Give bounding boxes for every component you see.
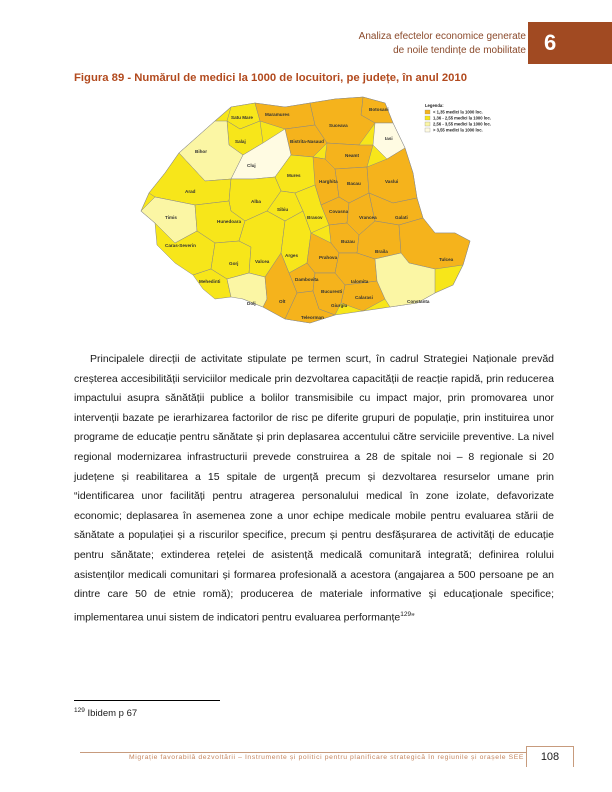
county-label: Prahova	[319, 255, 338, 260]
header-line-2: de noile tendințe de mobilitate	[393, 45, 526, 56]
county-label: Bucuresti	[321, 289, 343, 294]
legend-label: > 3,55 medici la 1000 loc.	[433, 127, 483, 133]
header-line-1: Analiza efectelor economice generate	[358, 31, 526, 42]
running-header	[266, 30, 526, 58]
footnote-number: 129	[74, 707, 85, 714]
county-label: Tulcea	[439, 257, 454, 262]
page-number: 108	[526, 746, 574, 767]
footnote-separator	[74, 700, 220, 701]
county-label: Braila	[375, 249, 388, 254]
county-label: Iasi	[385, 136, 393, 141]
county-label: Caras-Severin	[165, 243, 196, 248]
legend-label: < 1,35 medici la 1000 loc.	[433, 109, 483, 115]
body-paragraph	[74, 350, 554, 628]
county-label: Suceava	[329, 123, 348, 128]
county-label: Galati	[395, 215, 408, 220]
legend-title: Legenda:	[425, 103, 444, 108]
county-label: Teleorman	[301, 315, 324, 320]
county-label: Bistrita-Nasaud	[290, 139, 324, 144]
legend-label: 2,56 - 3,55 medici la 1000 loc.	[433, 121, 491, 127]
footnote-reference[interactable]: 129	[400, 610, 412, 618]
county-label: Giurgiu	[331, 303, 348, 308]
legend-swatch	[425, 128, 430, 132]
county-label: Buzau	[341, 239, 355, 244]
county-label: Vrancea	[359, 215, 377, 220]
figure-title: Figura 89 - Numărul de medici la 1000 de locuitori, pe județe, în anul 2010	[74, 72, 467, 84]
county-label: Bihor	[195, 149, 207, 154]
romania-county-map	[135, 93, 500, 333]
county-label: Bacau	[347, 181, 361, 186]
county-label: Harghita	[319, 179, 338, 184]
county-label: Cluj	[247, 163, 256, 168]
county-label: Arad	[185, 189, 196, 194]
chapter-badge: 6	[528, 22, 612, 64]
legend-label: 1,36 - 2,55 medici la 1000 loc.	[433, 115, 491, 121]
county-label: Botosani	[369, 107, 389, 112]
county-label: Timis	[165, 215, 177, 220]
legend-swatch	[425, 110, 430, 114]
county-label: Hunedoara	[217, 219, 241, 224]
county-label: Mures	[287, 173, 301, 178]
county-label: Ialomita	[351, 279, 369, 284]
closing-quote: ”	[411, 611, 415, 624]
county-label: Maramures	[265, 112, 290, 117]
county-label: Brasov	[307, 215, 323, 220]
map-legend	[425, 103, 491, 133]
county-label: Mehedinti	[199, 279, 221, 284]
county-label: Vaslui	[385, 179, 399, 184]
county-label: Gorj	[229, 261, 239, 266]
footnote	[74, 707, 137, 719]
county-label: Alba	[251, 199, 261, 204]
county-label: Dambovita	[295, 277, 319, 282]
paragraph-text: Principalele direcții de activitate stipulate pe termen scurt, în cadrul Strategiei Naționale prevăd creșterea accesibilității serviciilor medicale prin dezvoltarea capacității de reacție rapidă, prin reducerea impactului asupra sănătății publice a bolilor transmisibile cu impact major, prin promovarea unor intervenții bazate pe ierarhizarea factorilor de risc pe diferite grupuri de populație, prin instituirea unor programe de educație pentru sănătate și prin deplasarea accentului către serviciile preventive. La nivel regional modernizarea infrastructurii prevede construirea a 28 de spitale noi – 8 regionale si 20 județene și reabilitarea a 15 spitale de urgență precum și dezvoltarea resurselor umane prin “identificarea unor facilități pentru atragerea personalului medical în zone izolate, defavorizate economic; deplasarea în asemenea zone a unor echipe medicale mobile pentru evaluarea stării de sănătate a populației și a riscurilor specifice, precum și pentru desfășurarea de activități de educație pentru sănătate; extinderea rețelei de asistență medicală comunitară integrată; definirea rolului asistenților medicali comunitari și formarea profesională a acestora (angajarea a 500 persoane pe an dintre care 50 de etnie romă); producerea de materiale informative și educaționale specifice; implementarea unui sistem de indicatori pentru evaluarea performanțe	[74, 353, 554, 624]
footnote-text: Ibidem p 67	[84, 708, 138, 720]
legend-swatch	[425, 116, 430, 120]
county-label: Valcea	[255, 259, 270, 264]
county-label: Neamt	[345, 153, 360, 158]
county-label: Constanta	[407, 299, 430, 304]
county-label: Salaj	[235, 139, 246, 144]
county-label: Olt	[279, 299, 286, 304]
county-label: Satu Mare	[231, 115, 253, 120]
county-label: Dolj	[247, 301, 256, 306]
legend-swatch	[425, 122, 430, 126]
footer-text: Migrație favorabilă dezvoltării – Instrumente și politici pentru planificare strategică în regiunile și orașele SEE	[128, 754, 524, 761]
county-label: Calarasi	[355, 295, 373, 300]
county-label: Covasna	[329, 209, 349, 214]
county-label: Sibiu	[277, 207, 289, 212]
county-label: Arges	[285, 253, 299, 258]
county-tulcea	[399, 218, 470, 269]
